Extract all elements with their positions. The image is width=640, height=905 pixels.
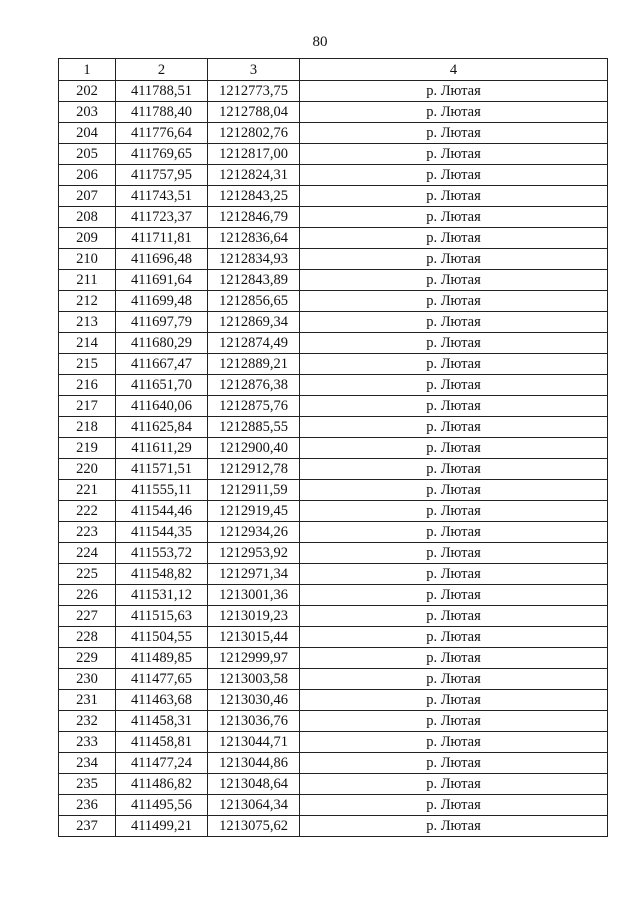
point-number-cell: 232 [59,711,116,732]
header-row [59,59,608,81]
description-cell: р. Лютая [300,102,608,123]
table-row [59,711,608,732]
table-row [59,774,608,795]
x-coordinate-cell: 411544,35 [116,522,208,543]
table-row [59,228,608,249]
point-number-cell: 207 [59,186,116,207]
table-row [59,144,608,165]
table-row [59,291,608,312]
y-coordinate-cell: 1212788,04 [208,102,300,123]
header-cell-2: 2 [116,59,208,81]
table-header [59,59,608,81]
point-number-cell: 215 [59,354,116,375]
description-cell: р. Лютая [300,627,608,648]
description-cell: р. Лютая [300,753,608,774]
description-cell: р. Лютая [300,291,608,312]
description-cell: р. Лютая [300,333,608,354]
table-row [59,438,608,459]
point-number-cell: 217 [59,396,116,417]
y-coordinate-cell: 1212856,65 [208,291,300,312]
header-cell-3: 3 [208,59,300,81]
table-row [59,795,608,816]
x-coordinate-cell: 411691,64 [116,270,208,291]
coordinates-table [58,58,608,837]
y-coordinate-cell: 1213003,58 [208,669,300,690]
x-coordinate-cell: 411458,31 [116,711,208,732]
table-row [59,606,608,627]
description-cell: р. Лютая [300,606,608,627]
point-number-cell: 219 [59,438,116,459]
description-cell: р. Лютая [300,816,608,837]
table-row [59,249,608,270]
table-row [59,627,608,648]
table-row [59,81,608,102]
x-coordinate-cell: 411640,06 [116,396,208,417]
description-cell: р. Лютая [300,144,608,165]
table-row [59,648,608,669]
y-coordinate-cell: 1213075,62 [208,816,300,837]
description-cell: р. Лютая [300,501,608,522]
x-coordinate-cell: 411489,85 [116,648,208,669]
description-cell: р. Лютая [300,648,608,669]
description-cell: р. Лютая [300,795,608,816]
y-coordinate-cell: 1213044,71 [208,732,300,753]
description-cell: р. Лютая [300,522,608,543]
description-cell: р. Лютая [300,312,608,333]
point-number-cell: 229 [59,648,116,669]
x-coordinate-cell: 411743,51 [116,186,208,207]
y-coordinate-cell: 1212971,34 [208,564,300,585]
description-cell: р. Лютая [300,228,608,249]
x-coordinate-cell: 411723,37 [116,207,208,228]
y-coordinate-cell: 1212912,78 [208,459,300,480]
header-cell-1: 1 [59,59,116,81]
description-cell: р. Лютая [300,438,608,459]
y-coordinate-cell: 1212834,93 [208,249,300,270]
description-cell: р. Лютая [300,480,608,501]
table-row [59,543,608,564]
table-row [59,459,608,480]
description-cell: р. Лютая [300,165,608,186]
y-coordinate-cell: 1212869,34 [208,312,300,333]
x-coordinate-cell: 411696,48 [116,249,208,270]
y-coordinate-cell: 1212999,97 [208,648,300,669]
point-number-cell: 226 [59,585,116,606]
table-row [59,312,608,333]
page-number: 80 [312,34,328,50]
table-row [59,522,608,543]
description-cell: р. Лютая [300,417,608,438]
point-number-cell: 203 [59,102,116,123]
point-number-cell: 218 [59,417,116,438]
y-coordinate-cell: 1213015,44 [208,627,300,648]
y-coordinate-cell: 1213001,36 [208,585,300,606]
x-coordinate-cell: 411651,70 [116,375,208,396]
point-number-cell: 234 [59,753,116,774]
x-coordinate-cell: 411531,12 [116,585,208,606]
y-coordinate-cell: 1213044,86 [208,753,300,774]
table-row [59,165,608,186]
point-number-cell: 216 [59,375,116,396]
point-number-cell: 230 [59,669,116,690]
table-body [59,81,608,837]
x-coordinate-cell: 411769,65 [116,144,208,165]
x-coordinate-cell: 411495,56 [116,795,208,816]
point-number-cell: 227 [59,606,116,627]
x-coordinate-cell: 411515,63 [116,606,208,627]
point-number-cell: 222 [59,501,116,522]
description-cell: р. Лютая [300,270,608,291]
point-number-cell: 220 [59,459,116,480]
x-coordinate-cell: 411486,82 [116,774,208,795]
x-coordinate-cell: 411458,81 [116,732,208,753]
x-coordinate-cell: 411757,95 [116,165,208,186]
table-row [59,585,608,606]
table-row [59,669,608,690]
y-coordinate-cell: 1212846,79 [208,207,300,228]
y-coordinate-cell: 1212836,64 [208,228,300,249]
point-number-cell: 208 [59,207,116,228]
y-coordinate-cell: 1213048,64 [208,774,300,795]
y-coordinate-cell: 1212911,59 [208,480,300,501]
table-row [59,102,608,123]
point-number-cell: 223 [59,522,116,543]
x-coordinate-cell: 411611,29 [116,438,208,459]
table-row [59,564,608,585]
x-coordinate-cell: 411555,11 [116,480,208,501]
x-coordinate-cell: 411711,81 [116,228,208,249]
x-coordinate-cell: 411553,72 [116,543,208,564]
y-coordinate-cell: 1212889,21 [208,354,300,375]
y-coordinate-cell: 1212874,49 [208,333,300,354]
table-row [59,396,608,417]
point-number-cell: 231 [59,690,116,711]
y-coordinate-cell: 1212875,76 [208,396,300,417]
description-cell: р. Лютая [300,732,608,753]
point-number-cell: 212 [59,291,116,312]
description-cell: р. Лютая [300,669,608,690]
y-coordinate-cell: 1212900,40 [208,438,300,459]
y-coordinate-cell: 1213036,76 [208,711,300,732]
table-row [59,480,608,501]
description-cell: р. Лютая [300,123,608,144]
point-number-cell: 205 [59,144,116,165]
y-coordinate-cell: 1212843,25 [208,186,300,207]
x-coordinate-cell: 411667,47 [116,354,208,375]
x-coordinate-cell: 411699,48 [116,291,208,312]
x-coordinate-cell: 411788,40 [116,102,208,123]
description-cell: р. Лютая [300,585,608,606]
point-number-cell: 209 [59,228,116,249]
description-cell: р. Лютая [300,354,608,375]
y-coordinate-cell: 1212919,45 [208,501,300,522]
point-number-cell: 233 [59,732,116,753]
point-number-cell: 228 [59,627,116,648]
point-number-cell: 211 [59,270,116,291]
header-cell-4: 4 [300,59,608,81]
x-coordinate-cell: 411463,68 [116,690,208,711]
x-coordinate-cell: 411680,29 [116,333,208,354]
description-cell: р. Лютая [300,564,608,585]
description-cell: р. Лютая [300,459,608,480]
table-row [59,375,608,396]
y-coordinate-cell: 1213064,34 [208,795,300,816]
description-cell: р. Лютая [300,249,608,270]
table-row [59,690,608,711]
description-cell: р. Лютая [300,81,608,102]
table-row [59,354,608,375]
table-row [59,123,608,144]
y-coordinate-cell: 1213030,46 [208,690,300,711]
y-coordinate-cell: 1212953,92 [208,543,300,564]
point-number-cell: 213 [59,312,116,333]
description-cell: р. Лютая [300,375,608,396]
point-number-cell: 235 [59,774,116,795]
description-cell: р. Лютая [300,186,608,207]
table-row [59,501,608,522]
table-row [59,207,608,228]
x-coordinate-cell: 411571,51 [116,459,208,480]
table-row [59,417,608,438]
y-coordinate-cell: 1212876,38 [208,375,300,396]
x-coordinate-cell: 411544,46 [116,501,208,522]
point-number-cell: 237 [59,816,116,837]
point-number-cell: 204 [59,123,116,144]
table-row [59,732,608,753]
x-coordinate-cell: 411697,79 [116,312,208,333]
table-row [59,186,608,207]
point-number-cell: 210 [59,249,116,270]
table-row [59,816,608,837]
x-coordinate-cell: 411499,21 [116,816,208,837]
y-coordinate-cell: 1212817,00 [208,144,300,165]
y-coordinate-cell: 1212824,31 [208,165,300,186]
y-coordinate-cell: 1212934,26 [208,522,300,543]
x-coordinate-cell: 411776,64 [116,123,208,144]
description-cell: р. Лютая [300,690,608,711]
point-number-cell: 224 [59,543,116,564]
table-row [59,270,608,291]
y-coordinate-cell: 1213019,23 [208,606,300,627]
x-coordinate-cell: 411788,51 [116,81,208,102]
point-number-cell: 225 [59,564,116,585]
y-coordinate-cell: 1212773,75 [208,81,300,102]
description-cell: р. Лютая [300,396,608,417]
y-coordinate-cell: 1212802,76 [208,123,300,144]
y-coordinate-cell: 1212843,89 [208,270,300,291]
point-number-cell: 214 [59,333,116,354]
description-cell: р. Лютая [300,207,608,228]
table-row [59,753,608,774]
x-coordinate-cell: 411477,24 [116,753,208,774]
x-coordinate-cell: 411504,55 [116,627,208,648]
description-cell: р. Лютая [300,543,608,564]
description-cell: р. Лютая [300,711,608,732]
x-coordinate-cell: 411477,65 [116,669,208,690]
y-coordinate-cell: 1212885,55 [208,417,300,438]
table-row [59,333,608,354]
x-coordinate-cell: 411548,82 [116,564,208,585]
point-number-cell: 221 [59,480,116,501]
description-cell: р. Лютая [300,774,608,795]
point-number-cell: 236 [59,795,116,816]
point-number-cell: 202 [59,81,116,102]
point-number-cell: 206 [59,165,116,186]
x-coordinate-cell: 411625,84 [116,417,208,438]
